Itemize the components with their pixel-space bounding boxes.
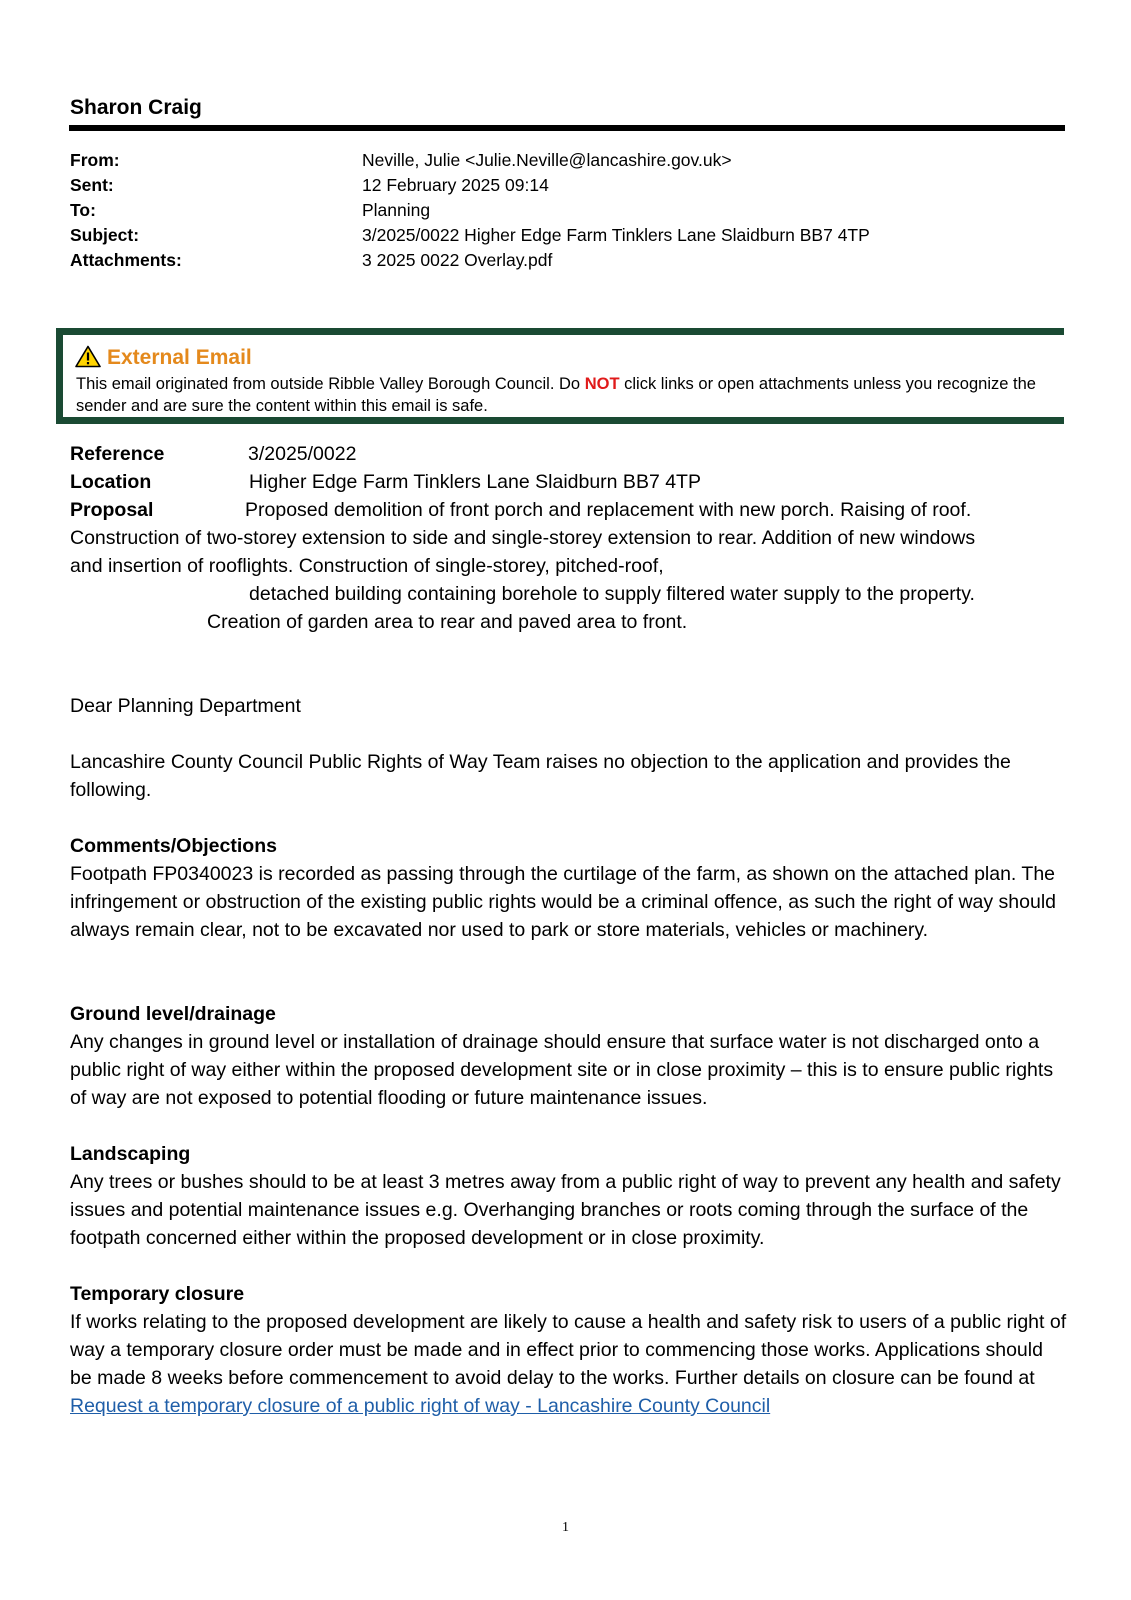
banner-msg-not: NOT — [584, 375, 620, 393]
attachments-label: Attachments: — [70, 250, 182, 270]
to-value: Planning — [362, 200, 431, 220]
banner-title-text: External Email — [107, 346, 252, 369]
header-rule — [69, 125, 1065, 131]
warning-icon — [75, 345, 101, 368]
subject-value: 3/2025/0022 Higher Edge Farm Tinklers Lane Slaidburn BB7 4TP — [362, 225, 870, 245]
page-number: 1 — [562, 1520, 569, 1535]
location-label: Location — [70, 471, 152, 493]
proposal-label: Proposal — [70, 499, 154, 521]
section-text: Any trees or bushes should to be at least 3 metres away from a public right of way to prevent any health and safety issues and potential maintenance issues e.g. Overhanging branches or roots coming through the surface of the footpath concerned either within the proposed development or in close proximity. — [70, 1171, 1061, 1249]
banner-msg-b: click links or open attachments unless you recognize the sender and are sure the content within this email is safe. — [76, 375, 1036, 415]
section-text: Footpath FP0340023 is recorded as passing through the curtilage of the farm, as shown on the attached plan. The infringement or obstruction of the existing public rights would be a criminal offence, as such the right of way should always remain clear, not to be excavated nor used to park or store materials, vehicles or machinery. — [70, 863, 1057, 941]
banner-title — [75, 345, 252, 370]
section-ground-level — [70, 1000, 1070, 1112]
section-text — [70, 1308, 1070, 1420]
banner-message — [76, 373, 1066, 417]
proposal-line-3: and insertion of rooflights. Construction of single-storey, pitched-roof, — [70, 555, 664, 577]
letter-intro: Lancashire County Council Public Rights of Way Team raises no objection to the application and provides the following. — [70, 751, 1011, 801]
to-label: To: — [70, 200, 96, 220]
proposal-line-1: Proposed demolition of front porch and replacement with new porch. Raising of roof. — [245, 499, 972, 521]
closure-link[interactable]: Request a temporary closure of a public right of way - Lancashire County Council — [70, 1395, 771, 1417]
section-text: Any changes in ground level or installation of drainage should ensure that surface water is not discharged onto a public right of way either within the proposed development site or in close proximity – this is to ensure public rights of way are not exposed to potential flooding or future maintenance issues. — [70, 1031, 1054, 1109]
sent-value: 12 February 2025 09:14 — [362, 175, 549, 195]
section-comments — [70, 832, 1070, 944]
banner-msg-a: This email originated from outside Ribble Valley Borough Council. Do — [76, 375, 585, 393]
proposal-line-4: detached building containing borehole to supply filtered water supply to the property. — [249, 583, 975, 605]
letter-greeting: Dear Planning Department — [70, 695, 301, 717]
subject-label: Subject: — [70, 225, 140, 245]
section-temporary-closure — [70, 1280, 1070, 1420]
closure-text: If works relating to the proposed development are likely to cause a health and safety risk to users of a public right of way a temporary closure order must be made and in effect prior to commencing those works. Applications should be made 8 weeks before commencement to avoid delay to the works. Further details on closure can be found at — [70, 1311, 1067, 1389]
section-heading: Ground level/drainage — [70, 1003, 276, 1025]
external-email-banner — [56, 328, 1064, 424]
attachment-file[interactable]: 3 2025 0022 Overlay.pdf — [362, 250, 553, 270]
location-value: Higher Edge Farm Tinklers Lane Slaidburn BB7 4TP — [249, 471, 701, 493]
from-value: Neville, Julie <Julie.Neville@lancashire.gov.uk> — [362, 150, 732, 170]
from-label: From: — [70, 150, 120, 170]
proposal-line-2: Construction of two-storey extension to side and single-storey extension to rear. Addition of new windows — [70, 527, 976, 549]
reference-value: 3/2025/0022 — [248, 443, 357, 465]
section-heading: Comments/Objections — [70, 835, 277, 857]
section-heading: Landscaping — [70, 1143, 191, 1165]
section-heading: Temporary closure — [70, 1283, 245, 1305]
section-landscaping — [70, 1140, 1070, 1252]
owner-name: Sharon Craig — [70, 96, 202, 119]
sent-label: Sent: — [70, 175, 114, 195]
proposal-line-5: Creation of garden area to rear and paved area to front. — [207, 611, 688, 633]
reference-label: Reference — [70, 443, 165, 465]
